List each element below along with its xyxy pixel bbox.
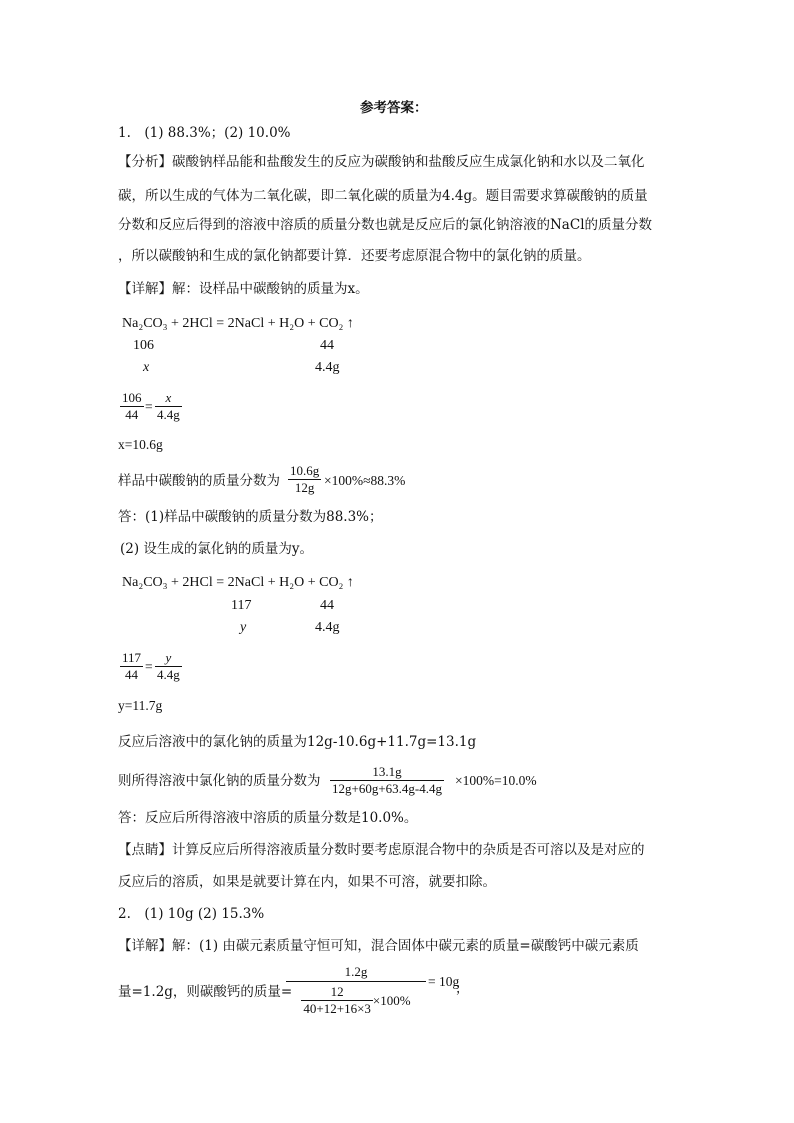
q2-result: = 10g — [428, 974, 460, 989]
q1-ratio1-right-den: 4.4g — [157, 407, 180, 422]
q2-detail-line1: 【详解】解：(1) 由碳元素质量守恒可知，混合固体中碳元素的质量=碳酸钙中碳元素质 — [118, 938, 639, 954]
q1-ratio1-left — [120, 390, 144, 423]
q1-fraction-num: 10.6g — [290, 463, 320, 478]
q1-ratio1-equals: = — [145, 399, 153, 414]
q1-answer-1: 答：(1)样品中碳酸钠的质量分数为88.3%； — [118, 509, 383, 525]
q1-eq2-co2-mass: 4.4g — [315, 620, 340, 635]
q1-percent-den: 12g+60g+63.4g-4.4g — [332, 781, 442, 796]
q1-eq1-mass-na2co3: 106 — [133, 338, 154, 353]
q1-equation-2: Na₂CO₃ + 2HCl = 2NaCl + H₂O + CO₂ ↑ — [122, 575, 354, 590]
q1-nacl-mass: 反应后溶液中的氯化钠的质量为12g-10.6g+11.7g=13.1g — [118, 734, 477, 750]
q1-percent-fraction — [330, 764, 444, 797]
q1-eq1-mass-co2: 44 — [320, 338, 334, 353]
q1-eq2-mass-co2: 44 — [320, 598, 334, 613]
q1-percent-num: 13.1g — [330, 764, 444, 781]
q2-inner-percent: ×100% — [372, 992, 411, 1008]
q2-inner-wrapper — [286, 982, 426, 1017]
q1-equation-1: Na₂CO₃ + 2HCl = 2NaCl + H₂O + CO₂ ↑ — [122, 316, 354, 331]
q1-ratio2-left-num: 117 — [122, 650, 142, 665]
q1-analysis-line4: ，所以碳酸钠和生成的氯化钠都要计算．还要考虑原混合物中的氯化钠的质量。 — [118, 248, 591, 264]
q1-ratio2-equals: = — [145, 659, 153, 674]
q2-outer-num: 1.2g — [286, 964, 426, 982]
q2-tail: ； — [455, 981, 469, 997]
q1-eq2-mass-nacl: 117 — [231, 598, 252, 613]
q1-ratio1-left-num: 106 — [122, 390, 142, 405]
q1-ratio1-right — [155, 390, 182, 423]
q1-percent-result: ×100%=10.0% — [455, 773, 537, 788]
q1-tip-line1: 【点睛】计算反应后所得溶液质量分数时要考虑原混合物中的杂质是否可溶以及是对应的 — [118, 842, 645, 858]
page-title: 参考答案： — [360, 100, 428, 116]
q1-fraction — [288, 463, 321, 496]
q1-analysis-line2: 碳，所以生成的气体为二氧化碳，即二氧化碳的质量为4.4g。题目需要求算碳酸钠的质量 — [118, 188, 648, 204]
q2-inner-num: 12 — [301, 984, 373, 1001]
q1-ratio2-right-den: 4.4g — [157, 667, 180, 682]
q1-analysis-line3: 分数和反应后得到的溶液中溶质的质量分数也就是反应后的氯化钠溶液的NaCl的质量分数 — [118, 217, 653, 233]
q1-percent-label: 则所得溶液中氯化钠的质量分数为 — [118, 773, 321, 789]
q1-ratio2-left-den: 44 — [125, 667, 139, 682]
q1-tip-line2: 反应后的溶质，如果是就要计算在内，如果不可溶，就要扣除。 — [118, 874, 496, 890]
q1-part2-intro: (2) 设生成的氯化钠的质量为y。 — [120, 541, 314, 557]
q1-fraction-label: 样品中碳酸钠的质量分数为 — [118, 473, 280, 489]
q1-header: 1. (1) 88.3%；(2) 10.0% — [118, 125, 291, 141]
q1-ratio2-left — [120, 650, 143, 683]
q1-ratio2-right-num: y — [155, 650, 182, 667]
q1-y-result: y=11.7g — [118, 698, 163, 713]
q2-inner-den: 40+12+16×3 — [303, 1001, 371, 1016]
q1-ratio1-left-den: 44 — [125, 407, 139, 422]
q1-eq1-var-x: x — [143, 360, 150, 375]
q1-ratio1-right-num: x — [155, 390, 182, 407]
q1-eq2-var-y: y — [240, 620, 247, 635]
q1-fraction-result: ×100%≈88.3% — [324, 473, 406, 488]
q1-eq1-co2-mass: 4.4g — [315, 360, 340, 375]
q2-header: 2. (1) 10g (2) 15.3% — [118, 906, 265, 922]
q1-ratio2-right — [155, 650, 182, 683]
q2-nested-fraction — [286, 964, 426, 1017]
q2-detail-line2: 量=1.2g，则碳酸钙的质量= — [118, 984, 293, 1000]
q1-fraction-den: 12g — [294, 480, 315, 495]
q1-x-result: x=10.6g — [118, 437, 163, 452]
q1-detail-intro: 【详解】解：设样品中碳酸钠的质量为x。 — [118, 281, 369, 297]
q2-inner-fraction — [301, 984, 373, 1017]
q1-analysis-line1: 【分析】碳酸钠样品能和盐酸发生的反应为碳酸钠和盐酸反应生成氯化钠和水以及二氧化 — [118, 154, 645, 170]
q1-answer-2: 答：反应后所得溶液中溶质的质量分数是10.0%。 — [118, 810, 418, 826]
